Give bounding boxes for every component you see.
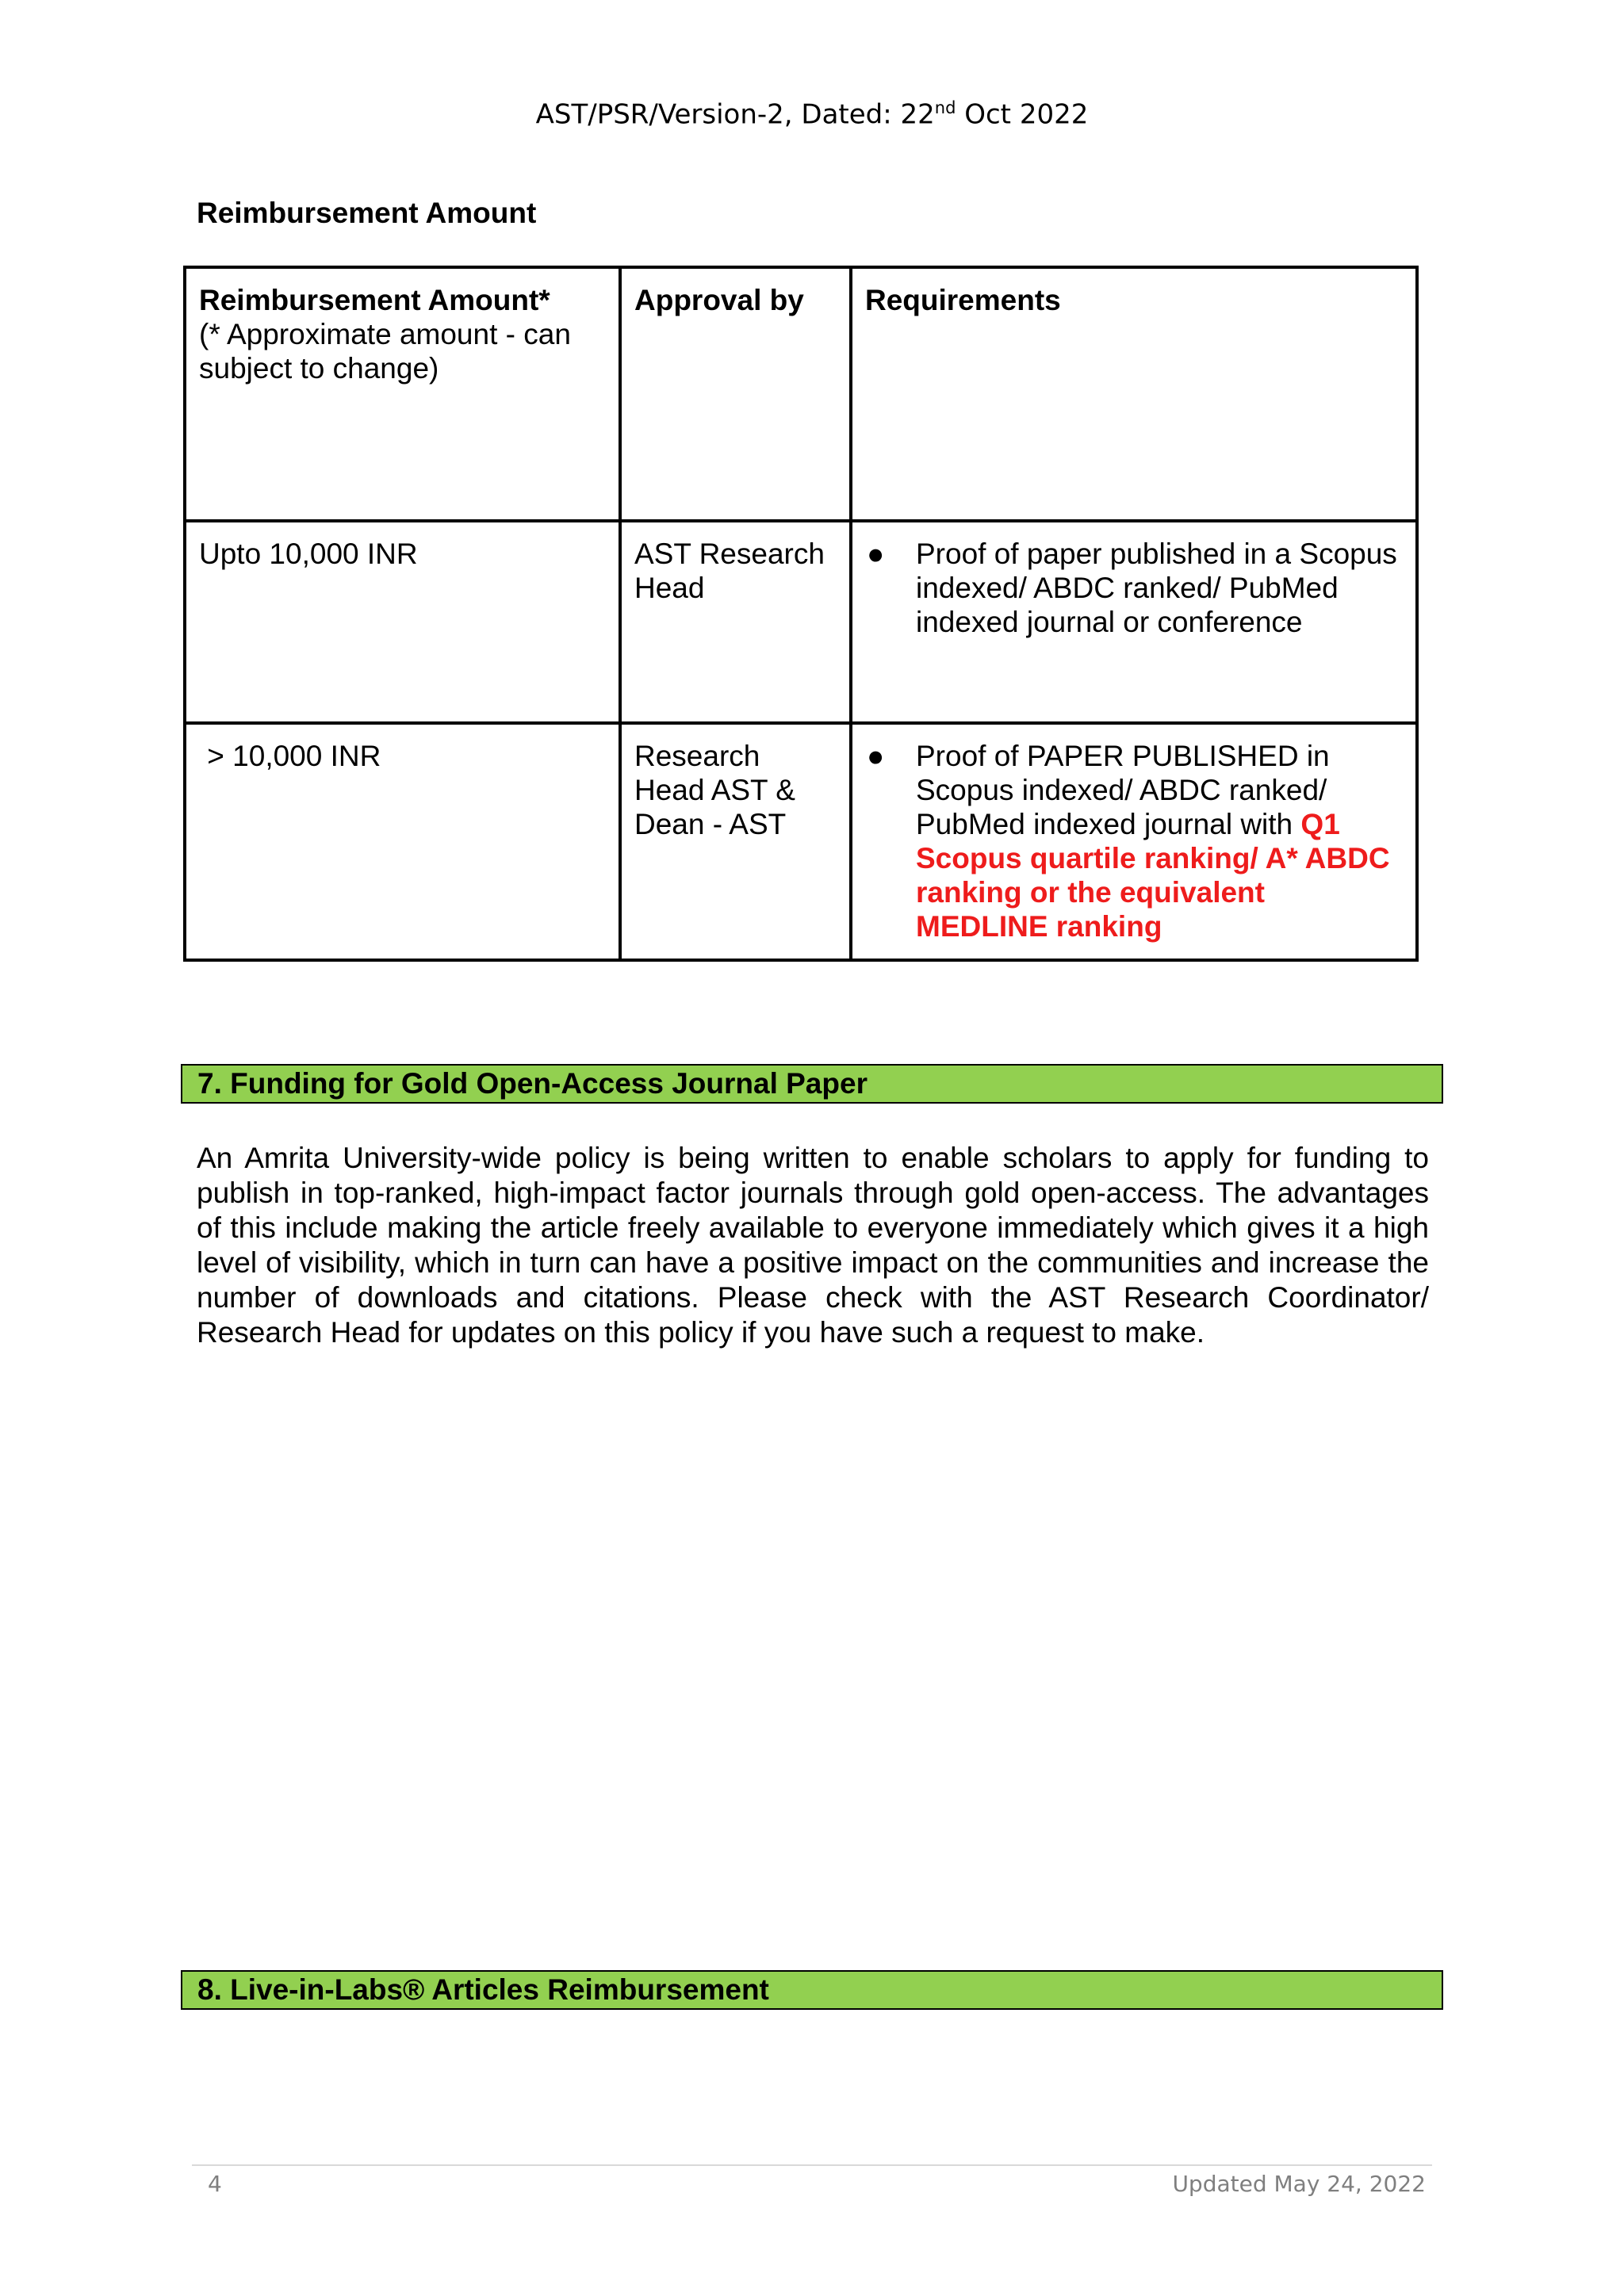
requirement-text: Proof of PAPER PUBLISHED in Scopus indexed/ ABDC ranked/ PubMed indexed journal with Q1 Scopus quartile ranking/ A* ABDC ranking or the equivalent MEDLINE ranking — [916, 740, 1390, 943]
footer-updated-date: Updated May 24, 2022 — [1172, 2171, 1426, 2197]
table-header-row — [185, 267, 1417, 521]
section-7-paragraph: An Amrita University-wide policy is being written to enable scholars to apply for funding to publish in top-ranked, high-impact factor journals through gold open-access. The advantages of this include making the article freely available to everyone immediately which gives it a high level of visibility, which in turn can have a positive impact on the communities and increase the number of downloads and citations. Please check with the AST Research Coordinator/ Research Head for updates on this policy if you have such a request to make. — [197, 1142, 1429, 1349]
header-cell-amount — [185, 267, 620, 521]
header-cell-approval: Approval by — [620, 267, 851, 521]
amount-header-title: Reimbursement Amount* — [199, 284, 550, 316]
document-header — [0, 98, 1624, 130]
header-cell-requirements: Requirements — [851, 267, 1417, 521]
reimbursement-table — [183, 266, 1419, 962]
requirements-cell — [851, 521, 1417, 723]
table-row — [185, 521, 1417, 723]
requirements-cell — [851, 723, 1417, 960]
requirement-text: Proof of paper published in a Scopus indexed/ ABDC ranked/ PubMed indexed journal or conference — [916, 538, 1397, 638]
bullet-icon: ● — [867, 538, 885, 570]
header-version: AST/PSR/Version-2, Dated: 22 — [535, 98, 935, 131]
amount-cell: Upto 10,000 INR — [185, 521, 620, 723]
page-number: 4 — [208, 2171, 222, 2197]
bullet-icon: ● — [867, 740, 885, 772]
amount-cell: > 10,000 INR — [185, 723, 620, 960]
approval-cell: Research Head AST & Dean - AST — [620, 723, 851, 960]
header-month-year: Oct 2022 — [956, 98, 1089, 131]
section-7-heading: 7. Funding for Gold Open-Access Journal Paper — [181, 1064, 1443, 1104]
footer-divider — [192, 2164, 1432, 2166]
section-8-heading: 8. Live-in-Labs® Articles Reimbursement — [181, 1970, 1443, 2010]
table-row — [185, 723, 1417, 960]
header-date-suffix: nd — [934, 98, 956, 117]
reimbursement-section-title: Reimbursement Amount — [197, 197, 537, 229]
requirement-highlight: Q1 Scopus quartile ranking/ A* ABDC ranking or the equivalent MEDLINE ranking — [916, 808, 1390, 943]
approval-cell: AST Research Head — [620, 521, 851, 723]
amount-header-note: (* Approximate amount - can subject to change) — [199, 318, 571, 385]
